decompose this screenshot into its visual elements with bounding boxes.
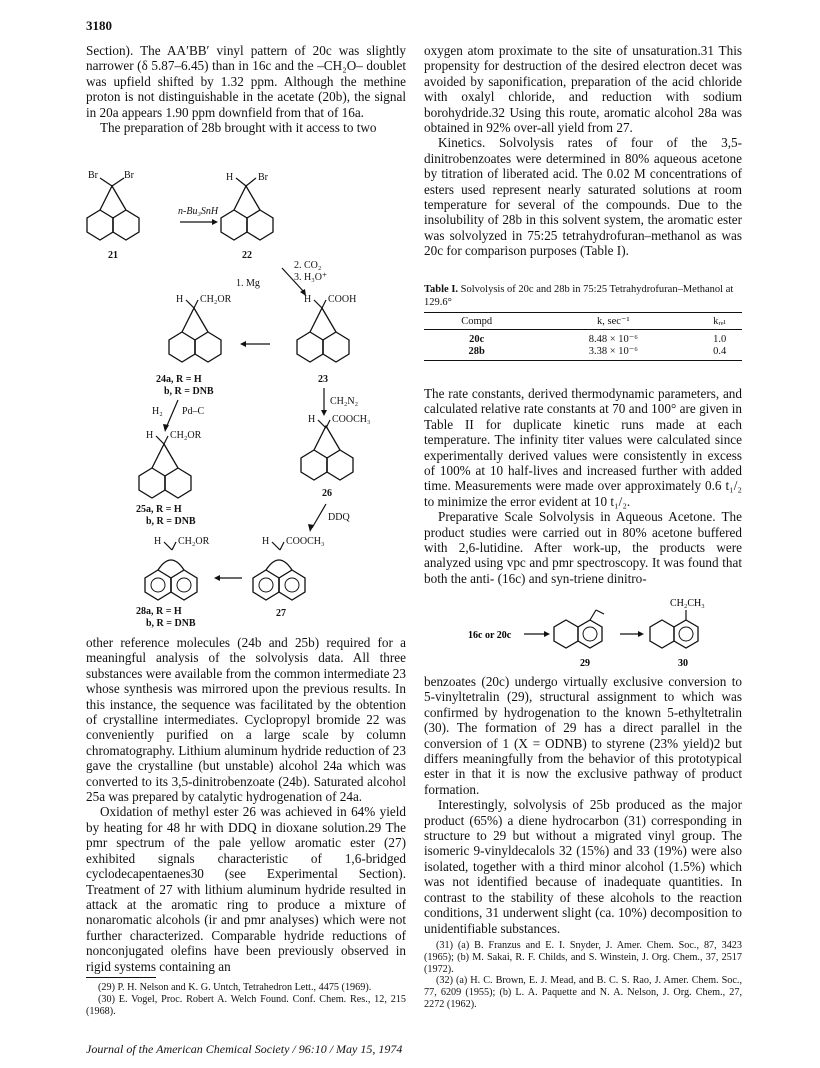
reagent-label: 1. Mg xyxy=(236,278,260,289)
footnote-31: (31) (a) B. Franzus and E. I. Snyder, J. Amer. Chem. Soc., 87, 3423 (1965); (b) M. Sakai, R. F. Childs, and S. Winstein, J. Org. Chem., 37, 2517 (1972). xyxy=(424,940,742,975)
table-caption-label: Table I. xyxy=(424,284,459,295)
right-footnotes xyxy=(424,940,742,1011)
reagent-label: n-Bu₃SnH xyxy=(178,206,219,217)
left-column-top xyxy=(86,43,406,135)
journal-footer: Journal of the American Chemical Society / 96:10 / May 15, 1974 xyxy=(86,1042,403,1056)
reactant-label: 16c or 20c xyxy=(468,630,512,641)
table-header: k, sec⁻¹ xyxy=(529,313,697,330)
h-label: H xyxy=(226,172,234,183)
substituent-label: CH₂OR xyxy=(170,430,202,441)
paragraph: other reference molecules (24b and 25b) required for a meaningful analysis of the solvolysis data. All three substances were available from the common intermediate 23 whose synthesis was mirrored upon the previous results. In this instance, the sequence was facilitated by the obtention of crystalline intermediates. Cyclopropyl bromide 22 was conveniently purified on a large scale by column chromatography. Lithium aluminum hydride reduction of 23 gave the crystalline (but unstable) alcohol 24a which was converted to its 3,5-dinitrobenzoate (24b). Saturated alcohol 25a was prepared by catalytic hydrogenation of 24a. xyxy=(86,635,406,805)
table-caption-text: Solvolysis of 20c and 28b in 75:25 Tetrahydrofuran–Methanol at 129.6° xyxy=(424,284,734,308)
substituent-label: COOH xyxy=(328,294,357,305)
compound-label-28b: b, R = DNB xyxy=(146,618,196,629)
ethyl-label: CH₂CH₃ xyxy=(670,598,705,609)
reagent-label: H₂ xyxy=(152,406,163,417)
compound-label-25b: b, R = DNB xyxy=(146,516,196,527)
table-row xyxy=(424,330,742,346)
substituent-label: COOCH₃ xyxy=(286,536,325,547)
br-label: Br xyxy=(88,170,98,181)
table-row xyxy=(424,345,742,361)
paragraph: Section). The AA′BB′ vinyl pattern of 20c was slightly narrower (δ 5.87–6.45) than in 16c and the –CH₂O– doublet was upfield shifted by 1.32 ppm. Although the methine proton is not distinguishable in the acetate (20b), the signal in 20a appears 1.90 ppm downfield from that of 16a. xyxy=(86,43,406,120)
compound-label-21: 21 xyxy=(108,250,118,261)
compound-label-24a: 24a, R = H xyxy=(156,374,202,385)
right-column-bottom xyxy=(424,674,742,936)
synthesis-scheme xyxy=(86,166,406,636)
solvolysis-table xyxy=(424,312,742,361)
compound-label-26: 26 xyxy=(322,488,332,499)
right-column-top xyxy=(424,43,742,259)
paragraph: The preparation of 28b brought with it access to two xyxy=(100,120,377,136)
paragraph: benzoates (20c) undergo virtually exclusive conversion to 5-vinyltetralin (29), structural assignment to which was confirmed by hydrogenation to the known 5-ethyltetralin (30). The formation of 29 has a direct parallel in the conversion of 1 (X = ODNB) to styrene (23% yield)2 but differs meaningfully from the behavior of this prototypical ester in that it is now the exclusive pathway of product formation. xyxy=(424,674,742,797)
compound-label-25a: 25a, R = H xyxy=(136,504,182,515)
table-cell: 0.4 xyxy=(697,345,742,361)
footnote-29: (29) P. H. Nelson and K. G. Untch, Tetrahedron Lett., 4475 (1969). xyxy=(98,982,372,993)
h-label: H xyxy=(176,294,184,305)
compound-label-28a: 28a, R = H xyxy=(136,606,182,617)
table-cell: 8.48 × 10⁻⁶ xyxy=(588,334,638,345)
paragraph: Kinetics. Solvolysis rates of four of the 3,5-dinitrobenzoates were determined in 80% aqueous acetone by titration of liberated acid. The 0.02 M concentrations of esters used represent nearly saturated solutions at room temperature for several of the compounds. Due to the insolubility of 28b in this solvent system, the aromatic ester was solvolyzed in 75:25 tetrahydrofuran–methanol as was 20c for comparison purposes (Table I). xyxy=(424,135,742,259)
compound-label-22: 22 xyxy=(242,250,252,261)
table-cell: 1.0 xyxy=(713,333,727,345)
substituent-label: CH₂OR xyxy=(178,536,210,547)
footnote-30: (30) E. Vogel, Proc. Robert A. Welch Found. Conf. Chem. Res., 12, 215 (1968). xyxy=(86,993,406,1017)
br-label: Br xyxy=(124,170,134,181)
page-number: 3180 xyxy=(86,18,112,33)
h-label: H xyxy=(146,430,154,441)
left-footnotes xyxy=(86,977,406,1017)
table-cell: 3.38 × 10⁻⁶ xyxy=(529,345,697,361)
paragraph: oxygen atom proximate to the site of unsaturation.31 This propensity for destruction of the desired electron decet was avoided by saponification, preparation of the acid chloride with oxalyl chloride, and reduction with sodium borohydride.32 Using this route, aromatic alcohol 28a was obtained in 92% over-all yield from 27. xyxy=(424,43,742,136)
paragraph: Preparative Scale Solvolysis in Aqueous Acetone. The product studies were carried out in 80% acetone buffered with 2,6-lutidine. After work-up, the products were analyzed using vpc and pmr spectroscopy. It was found that both the anti- (16c) and syn-triene dinitro- xyxy=(424,509,742,586)
reagent-label: 2. CO₂ xyxy=(294,260,322,271)
right-column-mid xyxy=(424,386,742,586)
table-header: Compd xyxy=(424,313,529,330)
table-cell: 20c xyxy=(469,333,485,345)
reagent-label: 3. H₃O⁺ xyxy=(294,272,328,283)
h-label: H xyxy=(304,294,312,305)
table-header: kᵣₑₗ xyxy=(697,313,742,330)
substituent-label: COOCH₃ xyxy=(332,414,371,425)
paragraph: Oxidation of methyl ester 26 was achieved in 64% yield by heating for 48 hr with DDQ in dioxane solution.29 The pmr spectrum of the pale yellow aromatic ester (27) exhibited signals characteristic of 1,6-bridged cyclodecapentaenes30 (see Experimental Section). Treatment of 27 with lithium aluminum hydride resulted in attack at the aromatic ring to produce a mixture of nonaromatic alcohols (ir and pmr analyses) which were not further characterized. Comparable hydride reductions of nonconjugated olefins have been previously observed in rigid systems containing an xyxy=(86,804,406,974)
compound-label-24b: b, R = DNB xyxy=(164,386,214,397)
footnote-32: (32) (a) H. C. Brown, E. J. Mead, and B. C. S. Rao, J. Amer. Chem. Soc., 77, 6209 (1955); (b) L. A. Paquette and N. A. Nelson, J. Org. Chem., 27, 2272 (1962). xyxy=(424,975,742,1010)
reagent-label: Pd–C xyxy=(182,406,205,417)
reagent-label: CH₂N₂ xyxy=(330,396,359,407)
h-label: H xyxy=(308,414,316,425)
reagent-label: DDQ xyxy=(328,512,350,523)
compound-label-29: 29 xyxy=(580,658,590,669)
substituent-label: CH₂OR xyxy=(200,294,232,305)
paragraph: Interestingly, solvolysis of 25b produced as the major product (65%) a diene hydrocarbon (31) corresponding in structure to 29 but without a migrated vinyl group. The isomeric 9-vinyldecalols 32 (15%) and 33 (19%) were also isolated, together with a third minor alcohol (1.5%) which was not identified because of inadequate quantities. In contrast to the stability of these alcohols to the reaction conditions, 31 underwent slight (ca. 10%) decomposition to unidentifiable substances. xyxy=(424,797,742,936)
paragraph: The rate constants, derived thermodynamic parameters, and calculated relative rate constants at 70 and 100° are given in Table II for duplicate kinetic runs made at each temperature. The infinity titer values were calculated since experimentally derived values were consistently in excess of 100% at 10 half-lives and increased further with added time. Measurements were made over approximately 0.6 t₁/₂ to minimize the error evident at 10 t₁/₂. xyxy=(424,386,742,509)
br-label: Br xyxy=(258,172,268,183)
left-column-bottom xyxy=(86,635,406,974)
compound-label-23: 23 xyxy=(318,374,328,385)
table-caption xyxy=(424,284,742,309)
h-label: H xyxy=(154,536,162,547)
table-cell: 28b xyxy=(424,345,529,361)
h-label: H xyxy=(262,536,270,547)
product-reaction xyxy=(424,594,742,670)
compound-label-30: 30 xyxy=(678,658,688,669)
compound-label-27: 27 xyxy=(276,608,286,619)
